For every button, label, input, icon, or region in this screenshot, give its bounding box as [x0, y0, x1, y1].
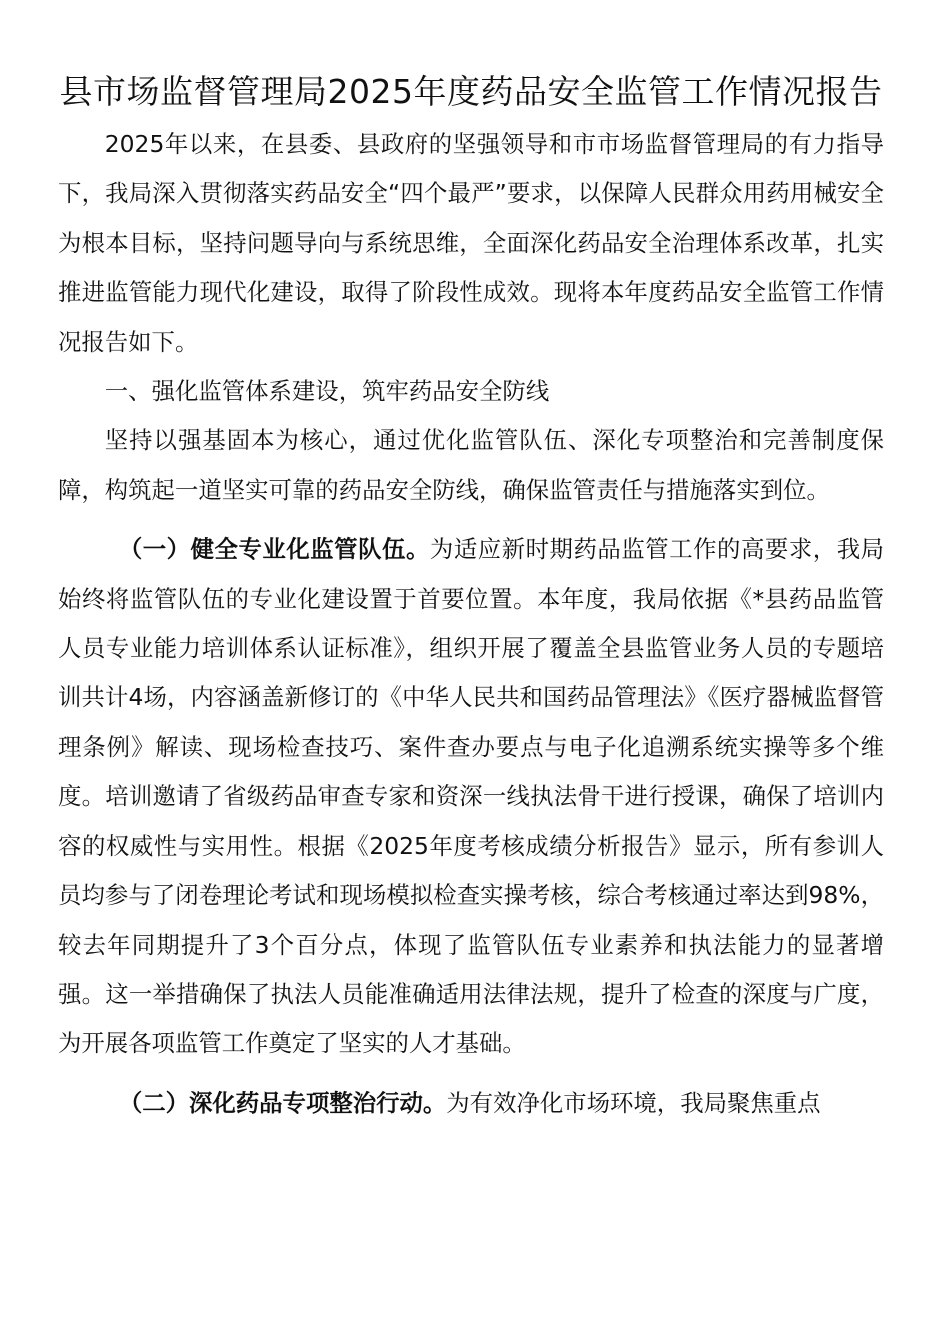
section-1-heading: 一、强化监管体系建设，筑牢药品安全防线 [104, 377, 550, 406]
subsection-2-heading: （二）深化药品专项整治行动。 [118, 1088, 447, 1117]
subsection-2-paragraph [58, 1079, 884, 1128]
intro-paragraph: 2025年以来，在县委、县政府的坚强领导和市市场监督管理局的有力指导下，我局深入贯彻落实药品安全“四个最严”要求，以保障人民群众用药用械安全为根本目标，坚持问题导向与系统思维，全面深化药品安全治理体系改革，扎实推进监管能力现代化建设，取得了阶段性成效。现将本年度药品安全监管工作情况报告如下。 [58, 130, 884, 356]
section-1-summary: 坚持以强基固本为核心，通过优化监管队伍、深化专项整治和完善制度保障，构筑起一道坚实可靠的药品安全防线，确保监管责任与措施落实到位。 [58, 426, 884, 504]
subsection-1-paragraph [58, 525, 884, 1068]
document-title: 县市场监督管理局2025年度药品安全监管工作情况报告 [59, 72, 883, 111]
document-page [58, 68, 884, 1128]
subsection-2-body: 为有效净化市场环境，我局聚焦重点 [446, 1088, 821, 1117]
subsection-1-body: 为适应新时期药品监管工作的高要求，我局始终将监管队伍的专业化建设置于首要位置。本年度，我局依据《*县药品监管人员专业能力培训体系认证标准》，组织开展了覆盖全县监管业务人员的专题培训共计4场，内容涵盖新修订的《中华人民共和国药品管理法》《医疗器械监督管理条例》解读、现场检查技巧、案件查办要点与电子化追溯系统实操等多个维度。培训邀请了省级药品审查专家和资深一线执法骨干进行授课，确保了培训内容的权威性与实用性。根据《2025年度考核成绩分析报告》显示，所有参训人员均参与了闭卷理论考试和现场模拟检查实操考核，综合考核通过率达到98%，较去年同期提升了3个百分点，体现了监管队伍专业素养和执法能力的显著增强。这一举措确保了执法人员能准确适用法律法规，提升了检查的深度与广度，为开展各项监管工作奠定了坚实的人才基础。 [58, 535, 885, 1058]
subsection-1-heading: （一）健全专业化监管队伍。 [118, 535, 430, 564]
